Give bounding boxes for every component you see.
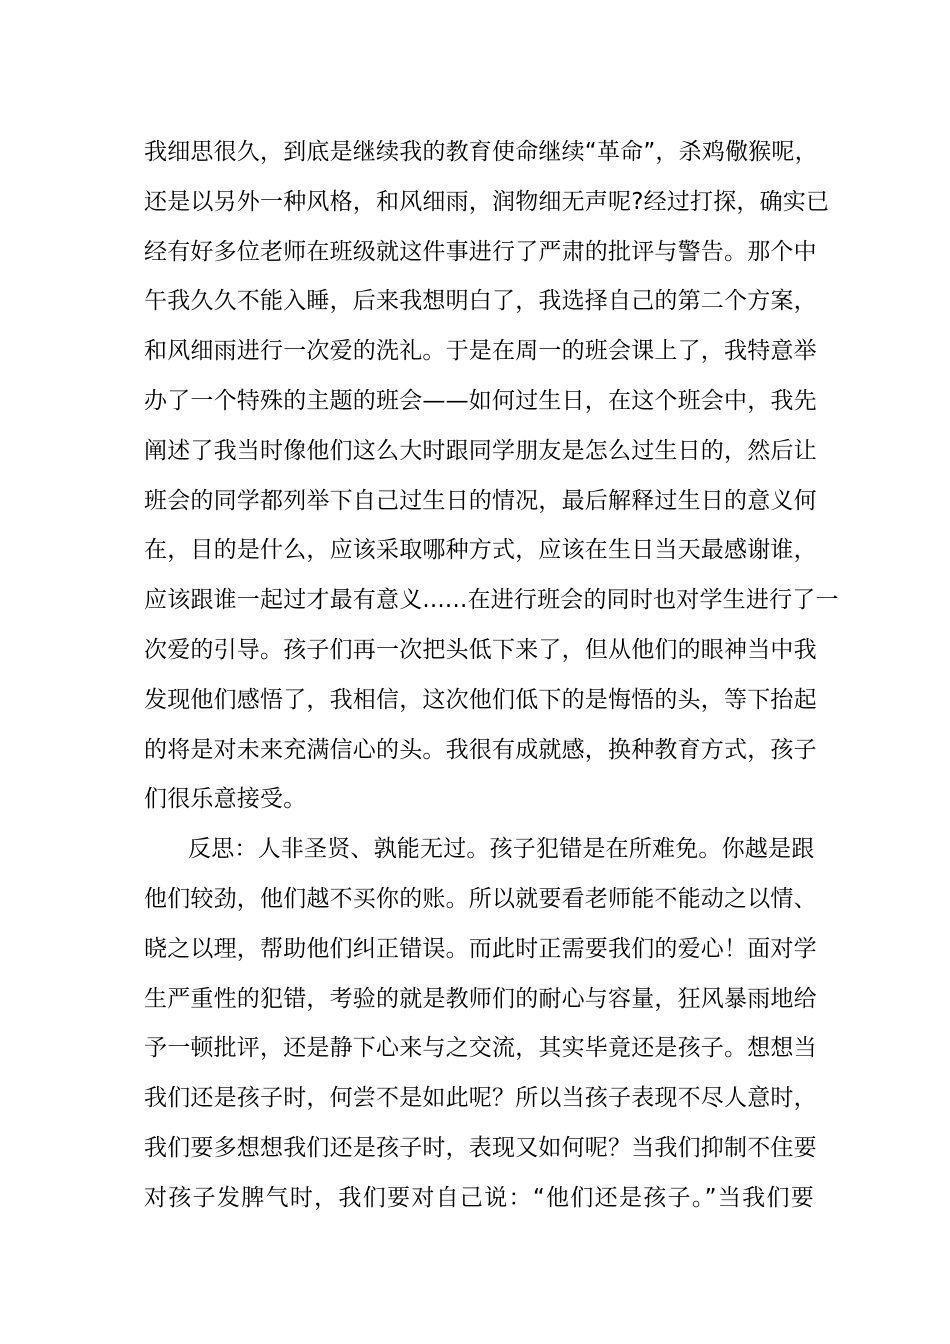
text-line: 和风细雨进行一次爱的洗礼。于是在周一的班会课上了，我特意举 [144, 338, 817, 365]
text-line: 对孩子发脾气时，我们要对自己说：“他们还是孩子。”当我们要 [144, 1184, 814, 1211]
body-text [144, 128, 839, 1224]
text-line: 午我久久不能入睡，后来我想明白了，我选择自己的第二个方案， [144, 288, 817, 315]
text-line: 发现他们感悟了，我相信，这次他们低下的是悔悟的头，等下抬起 [144, 686, 817, 713]
text-line: 还是以另外一种风格，和风细雨，润物细无声呢?经过打探，确实已 [144, 188, 830, 215]
text-line: 办了一个特殊的主题的班会——如何过生日，在这个班会中，我先 [144, 387, 817, 414]
text-line: 应该跟谁一起过才最有意义......在进行班会的同时也对学生进行了一 [144, 587, 839, 614]
text-line: 次爱的引导。孩子们再一次把头低下来了，但从他们的眼神当中我 [144, 636, 817, 663]
text-line: 我们还是孩子时，何尝不是如此呢？所以当孩子表现不尽人意时， [144, 1085, 817, 1112]
text-line: 们很乐意接受。 [144, 786, 307, 813]
text-line: 在，目的是什么，应该采取哪种方式，应该在生日当天最感谢谁， [144, 537, 817, 564]
text-line: 我们要多想想我们还是孩子时，表现又如何呢？当我们抑制不住要 [144, 1134, 817, 1161]
text-line: 予一顿批评，还是静下心来与之交流，其实毕竟还是孩子。想想当 [144, 1035, 817, 1062]
text-line: 他们较劲，他们越不买你的账。所以就要看老师能不能动之以情、 [144, 885, 817, 912]
text-line: 生严重性的犯错，考验的就是教师们的耐心与容量，狂风暴雨地给 [144, 985, 817, 1012]
text-line: 班会的同学都列举下自己过生日的情况，最后解释过生日的意义何 [144, 487, 817, 514]
text-line: 阐述了我当时像他们这么大时跟同学朋友是怎么过生日的，然后让 [144, 437, 817, 464]
text-line: 反思：人非圣贤、孰能无过。孩子犯错是在所难免。你越是跟 [188, 836, 815, 863]
text-line: 我细思很久，到底是继续我的教育使命继续“革命”，杀鸡儆猴呢， [144, 139, 818, 165]
text-line: 的将是对未来充满信心的头。我很有成就感，换种教育方式，孩子 [144, 736, 817, 763]
text-line: 经有好多位老师在班级就这件事进行了严肃的批评与警告。那个中 [144, 238, 817, 265]
text-line: 晓之以理，帮助他们纠正错误。而此时正需要我们的爱心！面对学 [144, 935, 817, 962]
